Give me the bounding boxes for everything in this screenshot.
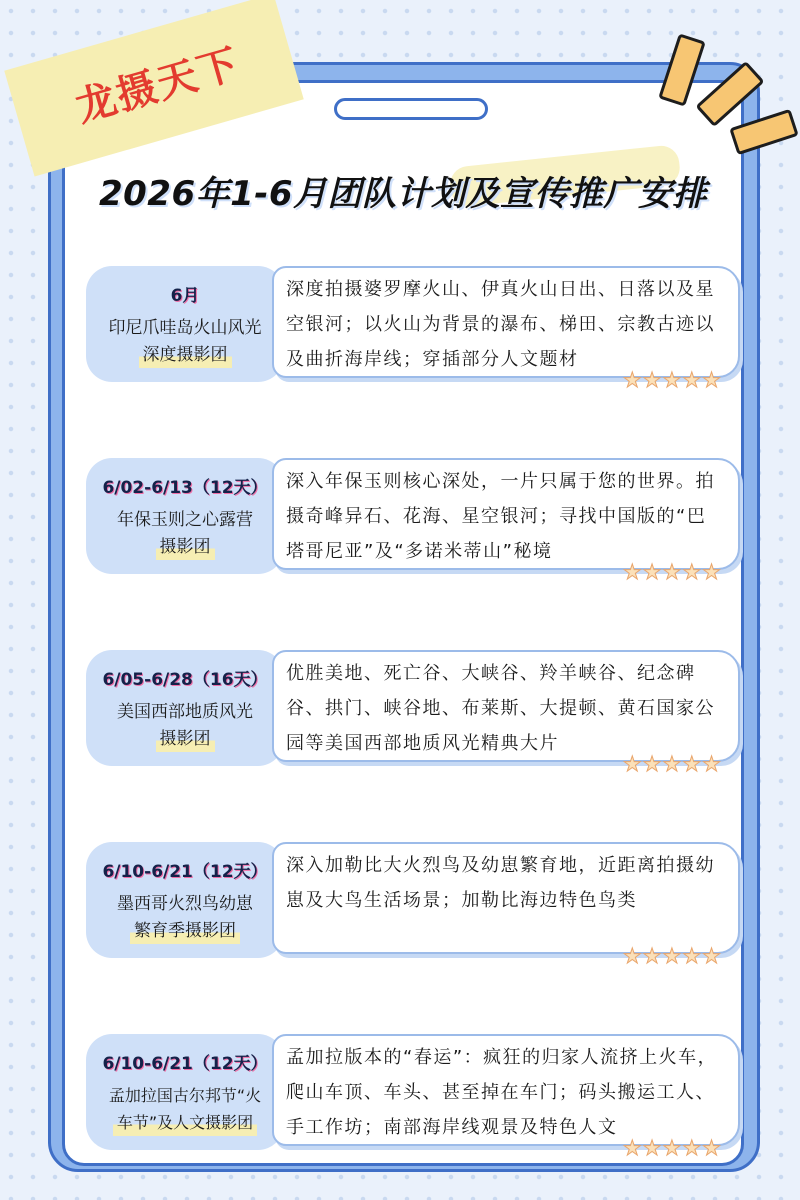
tour-description: 孟加拉版本的“春运”：疯狂的归家人流挤上火车，爬山车顶、车头、甚至掉在车门；码头搬运工人、手工作坊；南部海岸线观景及特色人文: [286, 1047, 718, 1138]
tour-date: 6/10-6/21（12天）: [102, 861, 268, 882]
tour-name-2: 繁育季摄影团: [130, 918, 240, 944]
page-title: 2026年1-6月团队计划及宣传推广安排: [98, 174, 708, 214]
tour-name-2: 摄影团: [156, 726, 215, 752]
tour-name-2: 摄影团: [156, 534, 215, 560]
tour-name: 墨西哥火烈鸟幼崽: [117, 893, 253, 914]
tour-description-box: [272, 458, 740, 570]
tour-name: 年保玉则之心露营: [117, 509, 253, 530]
tour-header: [86, 650, 284, 766]
tour-name-2: 车节”及人文摄影团: [113, 1110, 257, 1136]
star-rating: ★★★★★: [622, 1136, 722, 1160]
tour-header: [86, 1034, 284, 1150]
tour-description: 优胜美地、死亡谷、大峡谷、羚羊峡谷、纪念碑谷、拱门、峡谷地、布莱斯、大提顿、黄石国家公园等美国西部地质风光精典大片: [286, 663, 715, 754]
tour-row: [86, 458, 742, 584]
tour-date: 6月: [170, 285, 200, 306]
tour-row: [86, 266, 742, 392]
tour-header: [86, 266, 284, 382]
tour-row: [86, 842, 742, 968]
tour-name: 孟加拉国古尔邦节“火: [108, 1085, 262, 1105]
star-rating: ★★★★★: [622, 368, 722, 392]
tour-description-box: [272, 266, 740, 378]
binder-pill: [334, 98, 488, 120]
tour-name-2: 深度摄影团: [139, 342, 232, 368]
tour-description-box: [272, 842, 740, 954]
tour-description: 深入加勒比大火烈鸟及幼崽繁育地，近距离拍摄幼崽及大鸟生活场景；加勒比海边特色鸟类: [286, 855, 715, 911]
tour-header: [86, 842, 284, 958]
tour-description-box: [272, 1034, 740, 1146]
tour-description: 深入年保玉则核心深处，一片只属于您的世界。拍摄奇峰异石、花海、星空银河；寻找中国版的“巴塔哥尼亚”及“多诺米蒂山”秘境: [286, 471, 715, 562]
tour-name: 美国西部地质风光: [117, 701, 253, 722]
tour-row: [86, 650, 742, 776]
tour-header: [86, 458, 284, 574]
tour-name: 印尼爪哇岛火山风光: [108, 317, 262, 338]
tour-row: [86, 1034, 742, 1160]
tour-description-box: [272, 650, 740, 762]
tour-date: 6/10-6/21（12天）: [102, 1053, 268, 1074]
content-card: [62, 80, 744, 1166]
tour-date: 6/02-6/13（12天）: [102, 477, 268, 498]
tour-description: 深度拍摄婆罗摩火山、伊真火山日出、日落以及星空银河；以火山为背景的瀑布、梯田、宗教古迹以及曲折海岸线；穿插部分人文题材: [286, 279, 715, 370]
star-rating: ★★★★★: [622, 752, 722, 776]
star-rating: ★★★★★: [622, 944, 722, 968]
brand-logo: 龙摄天下: [70, 40, 246, 132]
star-rating: ★★★★★: [622, 560, 722, 584]
tour-date: 6/05-6/28（16天）: [102, 669, 268, 690]
